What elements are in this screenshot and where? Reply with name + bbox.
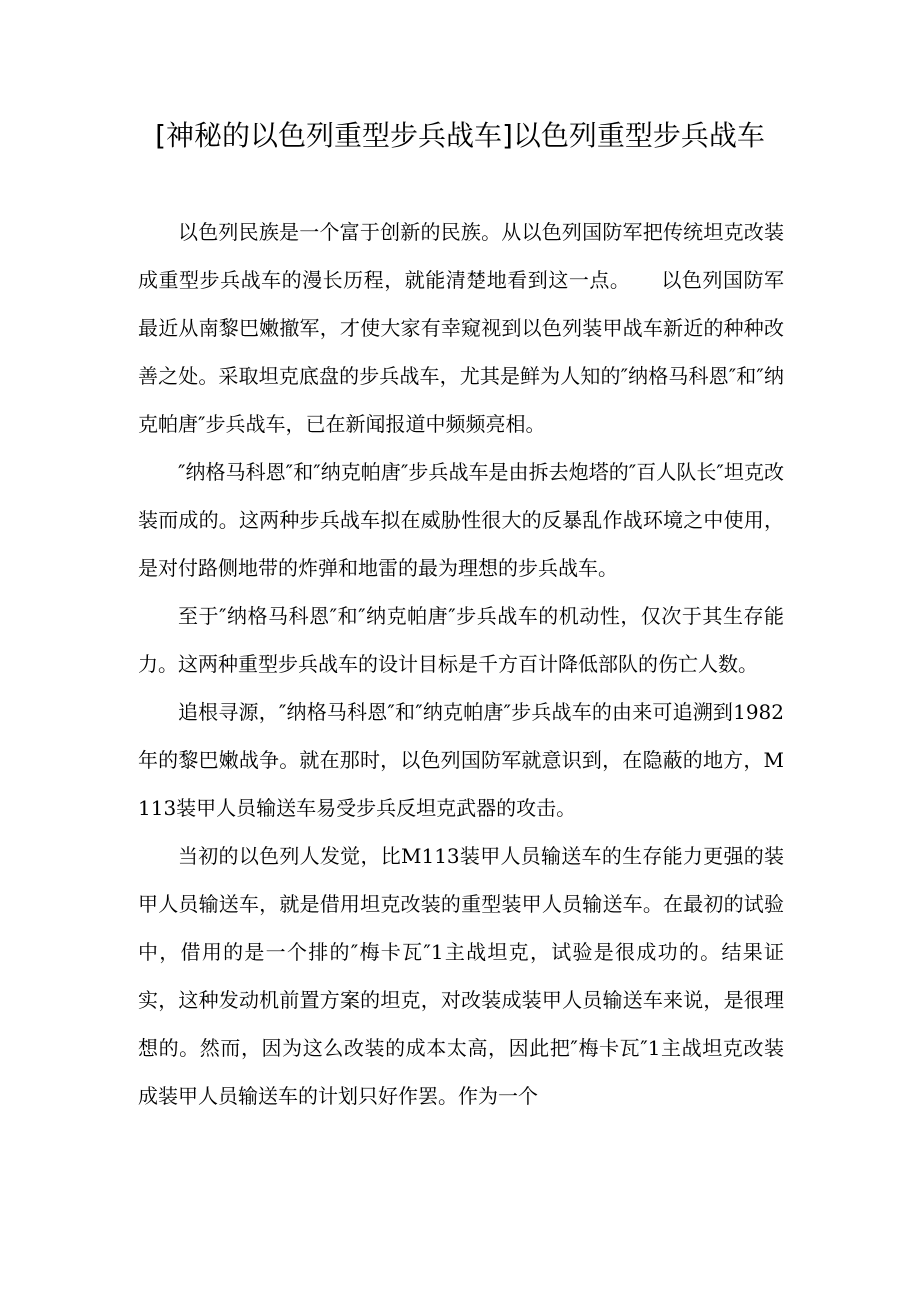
document-body xyxy=(138,208,784,1120)
paragraph: 当初的以色列人发觉，比M113装甲人员输送车的生存能力更强的装甲人员输送车，就是借用坦克改装的重型装甲人员输送车。在最初的试验中，借用的是一个排的″梅卡瓦″1主战坦克，试验是很成功的。结果证实，这种发动机前置方案的坦克，对改装成装甲人员输送车来说，是很理想的。然而，因为这么改装的成本太高，因此把″梅卡瓦″1主战坦克改装成装甲人员输送车的计划只好作罢。作为一个 xyxy=(138,844,784,1108)
paragraph: ″纳格马科恩″和″纳克帕唐″步兵战车是由拆去炮塔的″百人队长″坦克改装而成的。这两种步兵战车拟在威胁性很大的反暴乱作战环境之中使用，是对付路侧地带的炸弹和地雷的最为理想的步兵战车。 xyxy=(138,460,784,580)
paragraph: 以色列民族是一个富于创新的民族。从以色列国防军把传统坦克改装成重型步兵战车的漫长历程，就能清楚地看到这一点。 以色列国防军最近从南黎巴嫩撤军，才使大家有幸窥视到以色列装甲战车新近的种种改善之处。采取坦克底盘的步兵战车，尤其是鲜为人知的″纳格马科恩″和″纳克帕唐″步兵战车，已在新闻报道中频频亮相。 xyxy=(138,220,784,436)
paragraph: 至于″纳格马科恩″和″纳克帕唐″步兵战车的机动性，仅次于其生存能力。这两种重型步兵战车的设计目标是千方百计降低部队的伤亡人数。 xyxy=(138,604,784,676)
paragraph: 追根寻源，″纳格马科恩″和″纳克帕唐″步兵战车的由来可追溯到1982年的黎巴嫩战争。就在那时，以色列国防军就意识到，在隐蔽的地方，M113装甲人员输送车易受步兵反坦克武器的攻击。 xyxy=(138,700,784,820)
document-title: [神秘的以色列重型步兵战车]以色列重型步兵战车 xyxy=(155,119,765,152)
